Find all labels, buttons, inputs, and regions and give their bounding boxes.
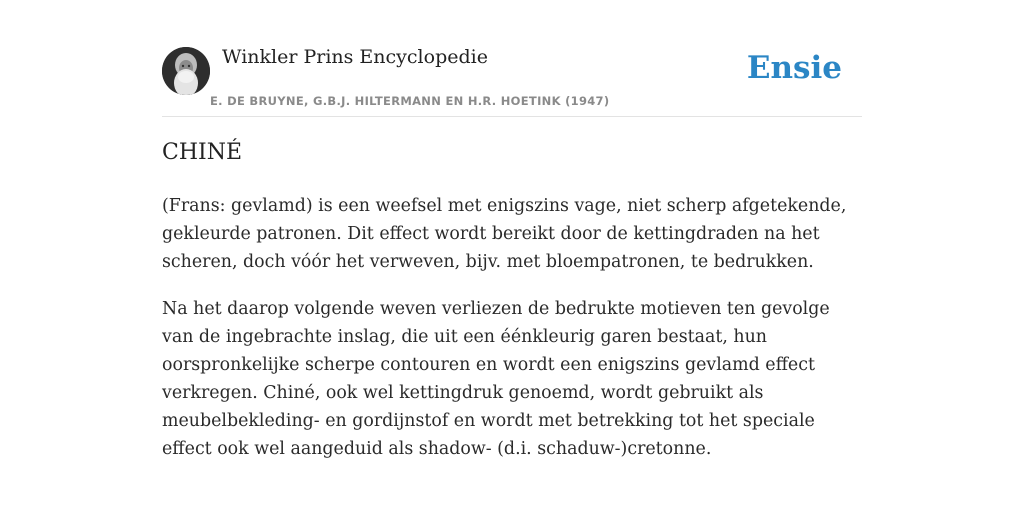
entry-body	[162, 192, 862, 482]
content-container	[162, 0, 862, 459]
portrait-icon	[162, 47, 210, 95]
entry-paragraph: Na het daarop volgende weven verliezen de bedrukte motieven ten gevolge van de ingebrachte inslag, die uit een éénkleurig garen bestaat, hun oorspronkelijke scherpe contouren en wordt een enigszins gevlamd effect verkregen. Chiné, ook wel kettingdruk genoemd, wordt gebruikt als meubelbekleding- en gordijnstof en wordt met betrekking tot het speciale effect ook wel aangeduid als shadow- (d.i. schaduw-)cretonne.	[162, 299, 830, 459]
entry-title: CHINÉ	[162, 140, 243, 165]
publication-authors: E. DE BRUYNE, G.B.J. HILTERMANN EN H.R. HOETINK (1947)	[210, 94, 610, 108]
entry-paragraph: (Frans: gevlamd) is een weefsel met enigszins vage, niet scherp afgetekende, gekleurde patronen. Dit effect wordt bereikt door de kettingdraden na het scheren, doch vóór het verweven, bijv. met bloempatronen, te bedrukken.	[162, 196, 847, 272]
publication-title[interactable]: Winkler Prins Encyclopedie	[222, 46, 488, 68]
brand-logo-link[interactable]: Ensie	[746, 50, 842, 86]
publication-header	[162, 0, 862, 117]
author-avatar[interactable]	[162, 47, 210, 95]
